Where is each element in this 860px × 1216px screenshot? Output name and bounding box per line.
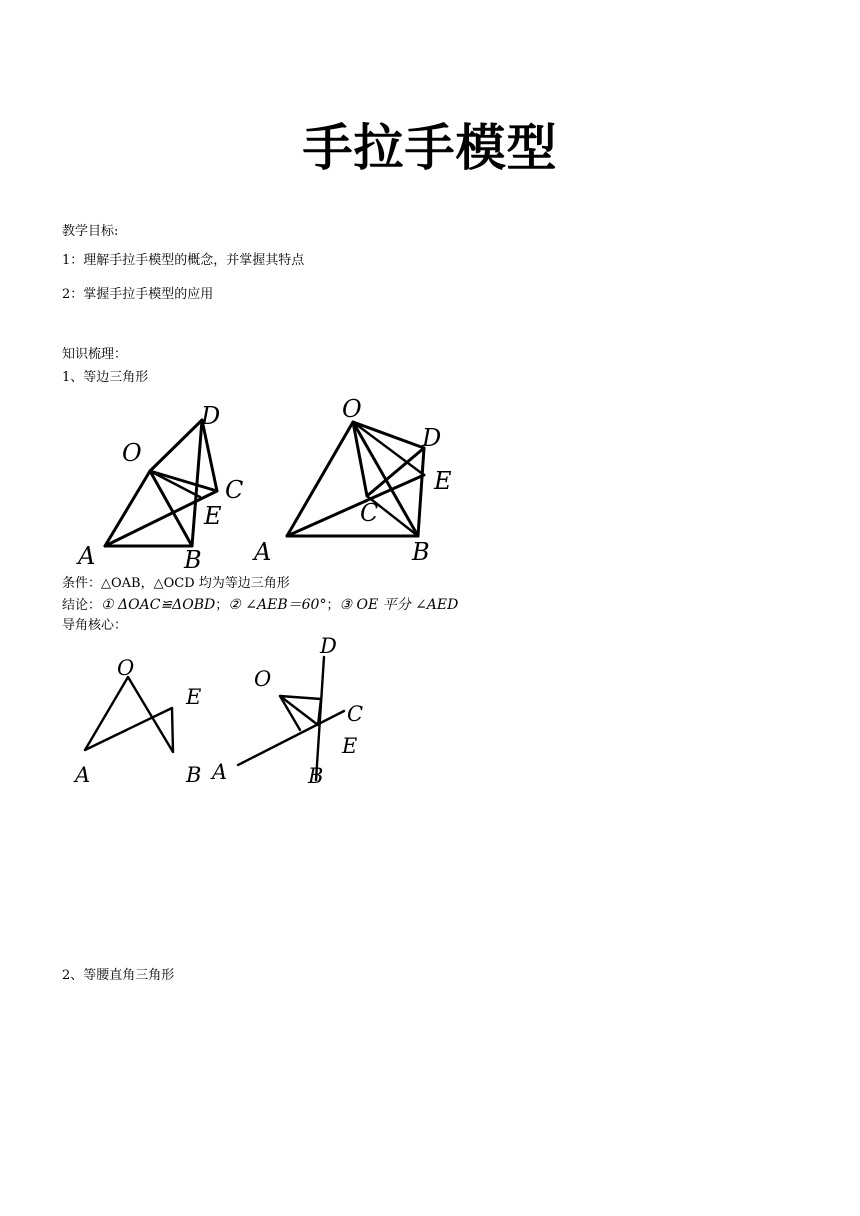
- label-c: C: [360, 499, 379, 527]
- conclusion-3: ③ OE 平分 ∠AED: [339, 597, 459, 613]
- condition-text: 条件：△OAB，△OCD 均为等边三角形: [62, 576, 290, 591]
- triangle-ocd: [150, 420, 217, 491]
- label-o: O: [117, 656, 135, 680]
- label-a: A: [212, 760, 228, 784]
- label-e: E: [186, 685, 202, 709]
- label-b: B: [186, 763, 202, 787]
- figure-angle-core-left: [70, 650, 230, 790]
- label-a: A: [75, 763, 91, 787]
- label-b: B: [184, 546, 202, 574]
- segment-ae: [287, 475, 424, 536]
- objectives-heading: 教学目标:: [62, 224, 119, 239]
- small-triangle: [280, 696, 321, 725]
- label-o: O: [342, 395, 362, 423]
- label-o: O: [122, 439, 142, 467]
- label-b: B: [412, 538, 430, 566]
- label-c: C: [225, 476, 244, 504]
- core-angle-heading: 导角核心：: [62, 618, 128, 633]
- conclusion-line: [62, 597, 458, 614]
- figure-equilateral-right: [250, 395, 470, 570]
- label-d: D: [320, 634, 337, 658]
- segment-oe: [353, 422, 424, 475]
- label-b: B: [308, 764, 324, 788]
- page-title: 手拉手模型: [302, 119, 558, 177]
- angle-core-polyline: [85, 677, 173, 752]
- line-ac: [238, 711, 344, 765]
- segment-oe: [280, 696, 300, 730]
- section-isosceles-right-heading: 2、等腰直角三角形: [62, 968, 175, 983]
- label-o: O: [254, 667, 272, 691]
- label-d: D: [201, 402, 221, 430]
- objective-item-2: 2：掌握手拉手模型的应用: [62, 287, 214, 302]
- label-e: E: [342, 734, 358, 758]
- figure-angle-core-right: [210, 634, 380, 788]
- figure-equilateral-left: [70, 398, 270, 573]
- label-e: E: [434, 467, 452, 495]
- label-c: C: [347, 702, 364, 726]
- line-db: [316, 657, 324, 780]
- separator-1: ；: [215, 598, 229, 613]
- label-e: E: [204, 502, 222, 530]
- segment-bd: [418, 448, 424, 536]
- label-a: A: [78, 542, 96, 570]
- label-a: A: [254, 538, 272, 566]
- conclusion-prefix: 结论：: [62, 598, 102, 613]
- objective-item-1: 1：理解手拉手模型的概念，并掌握其特点: [62, 253, 305, 268]
- label-d: D: [422, 424, 442, 452]
- section-equilateral-heading: 1、等边三角形: [62, 370, 149, 385]
- conclusion-2: ② ∠AEB＝60°: [228, 597, 327, 613]
- conclusion-1: ① ΔOAC≌ΔOBD: [101, 597, 216, 613]
- knowledge-heading: 知识梳理：: [62, 347, 128, 362]
- separator-2: ；: [326, 598, 340, 613]
